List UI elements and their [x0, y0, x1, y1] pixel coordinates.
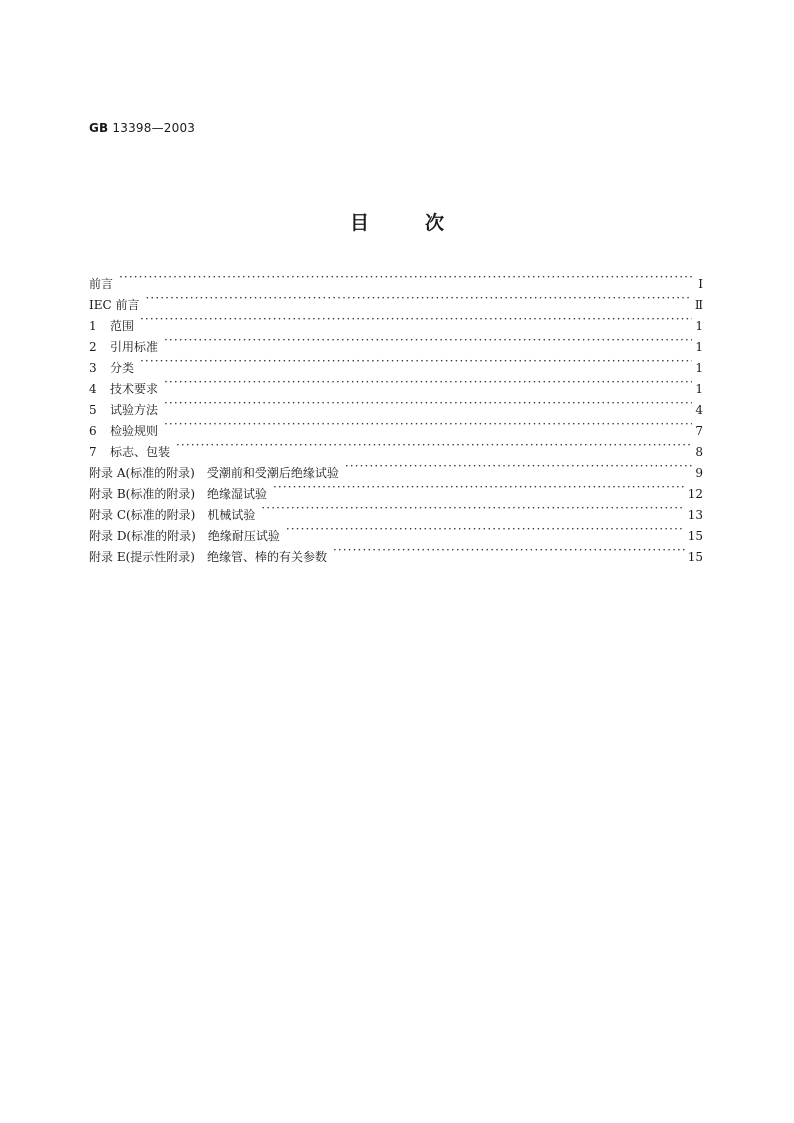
- toc-entry-subtitle: 绝缘管、棒的有关参数: [206, 550, 327, 564]
- toc-entry-subtitle: 绝缘湿试验: [207, 487, 268, 501]
- toc-entry-page: 9: [695, 466, 703, 480]
- toc-entry-references[interactable]: [89, 330, 703, 354]
- toc-entry-page: 7: [695, 424, 703, 438]
- toc-entry-test-methods[interactable]: [89, 393, 703, 417]
- toc-entry-label: 技术要求: [110, 382, 159, 396]
- toc-entry-page: 15: [687, 529, 703, 543]
- toc-entry-label: 附录 D(标准的附录): [89, 529, 196, 543]
- toc-entry-label: 附录 A(标准的附录): [89, 466, 195, 480]
- toc-entry-label: 试验方法: [110, 403, 159, 417]
- toc-title: [0, 208, 794, 238]
- standard-code-prefix: GB: [89, 121, 109, 135]
- toc-entry-label: 附录 B(标准的附录): [89, 487, 195, 501]
- toc-entry-number: 5: [89, 403, 97, 417]
- toc-entry-preface[interactable]: [89, 267, 703, 291]
- toc-entry-annex-a[interactable]: [89, 456, 703, 480]
- toc-entry-label: 检验规则: [110, 424, 159, 438]
- toc-entry-page: 13: [687, 508, 703, 522]
- toc-title-char-2: 次: [425, 212, 445, 234]
- toc-leader: [146, 288, 692, 309]
- toc-entry-label: 附录 C(标准的附录): [89, 508, 196, 522]
- toc-entry-number: 2: [89, 340, 97, 354]
- toc-entry-iec-preface[interactable]: [89, 288, 703, 312]
- toc-leader: [164, 372, 692, 393]
- toc-leader: [176, 435, 692, 456]
- toc-entry-label: 附录 E(提示性附录): [89, 550, 195, 564]
- toc-entry-number: 4: [89, 382, 97, 396]
- standard-code-number: 13398—2003: [108, 121, 196, 135]
- toc-entry-subtitle: 绝缘耐压试验: [207, 529, 280, 543]
- toc-entry-page: 12: [687, 487, 703, 501]
- toc-entry-scope[interactable]: [89, 309, 703, 333]
- toc-entry-label: 前言: [89, 277, 114, 291]
- toc-leader: [273, 477, 685, 498]
- toc-entry-inspection-rules[interactable]: [89, 414, 703, 438]
- toc-leader: [164, 393, 692, 414]
- toc-entry-subtitle: 机械试验: [207, 508, 256, 522]
- toc-entry-number: 1: [89, 319, 97, 333]
- standard-code: [89, 121, 195, 135]
- toc-leader: [164, 414, 692, 435]
- toc-entry-page: 15: [687, 550, 703, 564]
- toc-leader: [140, 351, 692, 372]
- toc-entry-page: 1: [695, 319, 703, 333]
- toc-entry-subtitle: 受潮前和受潮后绝缘试验: [206, 466, 339, 480]
- toc-leader: [119, 267, 692, 288]
- toc-entry-classification[interactable]: [89, 351, 703, 375]
- toc-leader: [333, 540, 685, 561]
- toc-entry-requirements[interactable]: [89, 372, 703, 396]
- toc-entry-page: 1: [695, 382, 703, 396]
- toc-entry-page: 4: [695, 403, 703, 417]
- toc-entry-number: 3: [89, 361, 97, 375]
- toc-entry-number: 6: [89, 424, 97, 438]
- toc-leader: [261, 498, 684, 519]
- toc-leader: [140, 309, 692, 330]
- toc-entry-page: Ⅰ: [698, 277, 703, 291]
- toc-entry-label: 标志、包装: [110, 445, 171, 459]
- toc-entry-page: 8: [695, 445, 703, 459]
- toc-entry-label: 分类: [110, 361, 135, 375]
- toc-entry-page: 1: [695, 361, 703, 375]
- toc-entry-number: 7: [89, 445, 97, 459]
- toc-entry-page: Ⅱ: [694, 298, 703, 312]
- toc-entry-marking-packaging[interactable]: [89, 435, 703, 459]
- toc-list: [89, 267, 703, 564]
- toc-entry-label: 引用标准: [110, 340, 159, 354]
- toc-leader: [286, 519, 685, 540]
- toc-leader: [164, 330, 692, 351]
- toc-title-char-1: 目: [349, 212, 369, 234]
- toc-leader: [345, 456, 692, 477]
- toc-entry-label: 范围: [110, 319, 135, 333]
- toc-entry-page: 1: [695, 340, 703, 354]
- toc-entry-label: IEC 前言: [89, 298, 140, 312]
